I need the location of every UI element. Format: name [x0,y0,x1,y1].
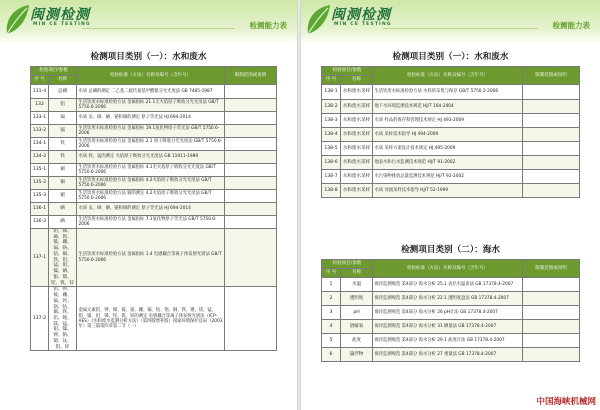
name-header: 名称 [49,76,77,85]
header-divider [82,28,235,29]
row-number: 134-1 [31,138,49,151]
table-row [31,112,277,125]
row-limit [225,203,277,216]
row-standard: 生活饮用水标准检验方法 金属指标 4.1无火焰原子吸收分光光度法 GB/T 5750.6-2006 [77,164,225,177]
row-standard: 地表水和污水监测技术规范 HJ/T 91-2002 [373,156,523,170]
row-name: 水和废水采样 [341,128,373,142]
row-number: 137-1 [31,229,49,287]
table-row [31,216,277,229]
standard-header: 检验标准（方法）名称及编号（含年号） [373,67,523,85]
table-row [31,287,277,351]
table-row [322,278,580,292]
row-number: 135-2 [31,177,49,190]
row-limit [225,125,277,138]
standard-header: 检验标准（方法）名称及编号（含年号） [373,260,523,278]
table-row [322,306,580,320]
row-number: 138-4 [322,128,341,142]
row-number: 2 [322,292,341,306]
row-limit [523,156,580,170]
brand-name: 闽测检测 [30,7,90,23]
table-row [322,292,580,306]
row-standard: 海洋监测规范 第4部分 海水分析 22.1 透明度盘法 GB 17378.4-2007 [373,292,523,306]
row-number: 138-5 [322,142,341,156]
table-row [31,85,277,99]
table-row [31,151,277,164]
row-name: 盐度 [341,334,373,348]
row-name: 铝、锑、砷、钡、铍、硼、镉、铬、钴、铜、铁、铅、锰、钼、镍、硒、银、锶、铊、钒、锌 [49,229,77,287]
row-limit [523,100,580,114]
row-name: 水和废水采样 [341,85,373,100]
row-name: 铜 [49,177,77,190]
table-row [31,99,277,112]
row-limit [523,348,580,362]
row-standard: 水质 河流采样技术指导 HJ/T 52-1999 [373,184,523,198]
row-name: 铁 [49,138,77,151]
row-name: 水和废水采样 [341,114,373,128]
row-name: 铜 [49,164,77,177]
row-number: 138-8 [322,184,341,198]
capability-table [30,66,277,351]
row-standard: 海洋监测规范 第4部分 海水分析 26 pH计法 GB 17378.4-2007 [373,306,523,320]
row-name: 水和废水采样 [341,184,373,198]
limit-header: 限制范围或说明 [523,260,580,278]
watermark: 中国海峡机械网 [536,397,596,407]
row-limit [225,112,277,125]
table-row [322,170,580,184]
row-standard: 水质 铁、锰的测定 火焰原子吸收分光光度法 GB 11911-1989 [77,151,225,164]
table-row [322,348,580,362]
table-row [31,138,277,151]
row-limit [523,184,580,198]
capability-table [321,66,580,198]
row-number: 4 [322,320,341,334]
row-name: 水和废水采样 [341,142,373,156]
row-number: 138-2 [322,100,341,114]
row-limit [523,320,580,334]
row-standard: 水质 采样方案设计技术规定 HJ 495-2009 [373,142,523,156]
row-limit [225,216,277,229]
row-limit [523,142,580,156]
table-row [322,114,580,128]
param-header: 检验项目/参数 [31,67,77,76]
row-standard: 水污染物排放总量监测技术规范 HJ/T 92-2002 [373,170,523,184]
leaf-logo-icon [304,2,332,38]
row-limit [225,99,277,112]
row-name: 水和废水采样 [341,170,373,184]
no-header: 序 号 [322,76,341,85]
row-limit [225,138,277,151]
section-title: 检测能力表 [552,21,590,30]
brand-subtitle: MIN CE TESTING [334,22,392,27]
row-limit [225,151,277,164]
row-limit [523,170,580,184]
no-header: 序 号 [31,76,49,85]
row-name: 镉 [49,125,77,138]
table-row [322,184,580,198]
row-limit [225,190,277,203]
row-name: 水和废水采样 [341,100,373,114]
row-number: 6 [322,348,341,362]
row-name: 铁 [49,151,77,164]
row-number: 135-1 [31,164,49,177]
row-standard: 水质 样品的保存和管理技术规定 HJ 493-2009 [373,114,523,128]
row-standard: 生活饮用水标准检验方法 金属指标 4.2火焰原子吸收分光光度法 GB/T 5750.6-2006 [77,177,225,190]
section-title: 检测能力表 [249,21,287,30]
row-name: 透明度 [341,292,373,306]
row-standard: 水质 总磷的测定 二乙基二硫代氨基甲酸银分光光度法 GB 7485-1987 [77,85,225,99]
row-name: 镉 [49,112,77,125]
row-number: 136-1 [31,203,49,216]
table-row [31,177,277,190]
row-number: 138-7 [322,170,341,184]
row-number: 3 [322,306,341,320]
row-name: 铜 [49,190,77,203]
row-standard: 生活饮用水标准检验方法 金属指标 7.1氢化物原子荧光法 GB/T 5750.6-2006 [77,216,225,229]
row-limit [523,292,580,306]
table-row [322,85,580,100]
row-number: 1 [322,278,341,292]
table-row [322,100,580,114]
row-name: 水温 [341,278,373,292]
row-limit [523,278,580,292]
left-page [0,0,297,410]
table-row [31,125,277,138]
row-standard: 海洋监测规范 第4部分 海水分析 27 重量法 GB 17378.4-2007 [373,348,523,362]
table-row [31,203,277,216]
param-header: 检验项目/参数 [322,260,373,269]
row-number: 136-2 [31,216,49,229]
page-header [0,0,297,44]
limit-header: 限制范围或说明 [225,67,277,85]
row-standard: 生活饮用水标准检验方法 金属指标 2.1 原子吸收分光光度法 GB/T 5750.6-2006 [77,138,225,151]
row-name: 悬浮物 [341,348,373,362]
table-row [322,156,580,170]
row-standard: 海洋监测规范 第4部分 海水分析 29.1 盐度计法 GB 17378.4-2007 [373,334,523,348]
row-limit [523,85,580,100]
row-standard: 水质 汞、砷、硒、铋和锑的测定 原子荧光法 HJ 694-2014 [77,203,225,216]
row-name: 水和废水采样 [341,156,373,170]
seawater-table [321,259,580,362]
standard-header: 检验标准（方法）名称及编号（含年号） [77,67,225,85]
table-row [31,229,277,287]
category-title: 检测项目类别（一）：水和废水 [392,52,509,62]
no-header: 序 号 [322,269,341,278]
row-number: 137-2 [31,287,49,351]
row-name: 铝 [49,99,77,112]
row-number: 134-2 [31,151,49,164]
row-limit [523,306,580,320]
page-header [301,0,600,44]
leaf-logo-icon [3,2,31,38]
row-limit [225,164,277,177]
table-row [322,142,580,156]
row-standard: 水质 汞、砷、硒、铋和锑的测定 原子荧光法 HJ 694-2014 [77,112,225,125]
row-standard: 海洋监测规范 第4部分 海水分析 31 碘量法 GB 17378.4-2007 [373,320,523,334]
row-number: 138-3 [322,114,341,128]
table-row [31,164,277,177]
row-standard: 生活饮用水标准检验方法 金属指标 19.1氢化物原子荧光法 GB/T 5750.6-2006 [77,125,225,138]
category-title-2: 检测项目类别（二）：海水 [401,245,500,255]
category-title: 检测项目类别（一）：水和废水 [90,52,207,62]
brand-subtitle: MIN CE TESTING [33,22,91,27]
table-row [322,128,580,142]
row-name: 铝、钡、铍、硼、镉、钙、铬、钴、铜、铁、铅、锂、镁、锰、钼、镍、钾、钠、锶、钛、钒、锌 [49,287,77,351]
limit-header: 限制范围或说明 [523,67,580,85]
row-name: 硒 [49,216,77,229]
row-standard: 地下水环境监测技术规范 HJ/T 164-2004 [373,100,523,114]
row-number: 133-1 [31,112,49,125]
row-standard: 海洋监测规范 第4部分 海水分析 25.1 表层水温表法 GB 17378.4-2007 [373,278,523,292]
row-name: 硒 [49,203,77,216]
row-limit [225,229,277,287]
right-page [301,0,600,410]
param-header: 检验项目/参数 [322,67,373,76]
row-standard: 生活饮用水标准检验方法 水样的采集与保存 GB/T 5750.2-2006 [373,85,523,100]
row-standard: 生活饮用水标准检验方法 金属指标 1.4 电感耦合等离子体发射光谱法 GB/T 5750.6-2006 [77,229,225,287]
row-number: 132 [31,99,49,112]
row-number: 131-4 [31,85,49,99]
row-limit [225,287,277,351]
row-limit [225,85,277,99]
row-name: 溶解氧 [341,320,373,334]
row-limit [225,177,277,190]
header-divider [383,28,538,29]
name-header: 名称 [341,269,373,278]
row-name: pH [341,306,373,320]
table-row [322,320,580,334]
row-standard: 金属元素铝、钾、锑、铍、铋、硼、镉、钴、铬、铜、铁、锂、镁、锰、钼、镍、铅、锑、铊、钒、锌的测定 电感耦合等离子体发射光谱法（ICP-AES）《水和废水监测分析方法》（第四版增补版）国家环境保护总局（2003年）第三篇第四章第二节（一） [77,287,225,351]
table-row [31,190,277,203]
table-row [322,334,580,348]
row-number: 5 [322,334,341,348]
name-header: 名称 [341,76,373,85]
brand-name: 闽测检测 [331,7,391,23]
row-name: 总磷 [49,85,77,99]
row-limit [523,334,580,348]
row-number: 138-6 [322,156,341,170]
row-number: 133-2 [31,125,49,138]
row-number: 138-1 [322,85,341,100]
row-standard: 生活饮用水标准检验方法 铜的测定 4.2火焰原子吸收分光光度法 GB/T 5750.6-2006 [77,190,225,203]
row-standard: 水质 采样技术指导 HJ 494-2009 [373,128,523,142]
row-limit [523,114,580,128]
row-standard: 生活饮用水标准检验方法 金属指标 21.1无火焰原子吸收分光光度法 GB/T 5750.6-2006 [77,99,225,112]
row-limit [523,128,580,142]
row-number: 135-3 [31,190,49,203]
